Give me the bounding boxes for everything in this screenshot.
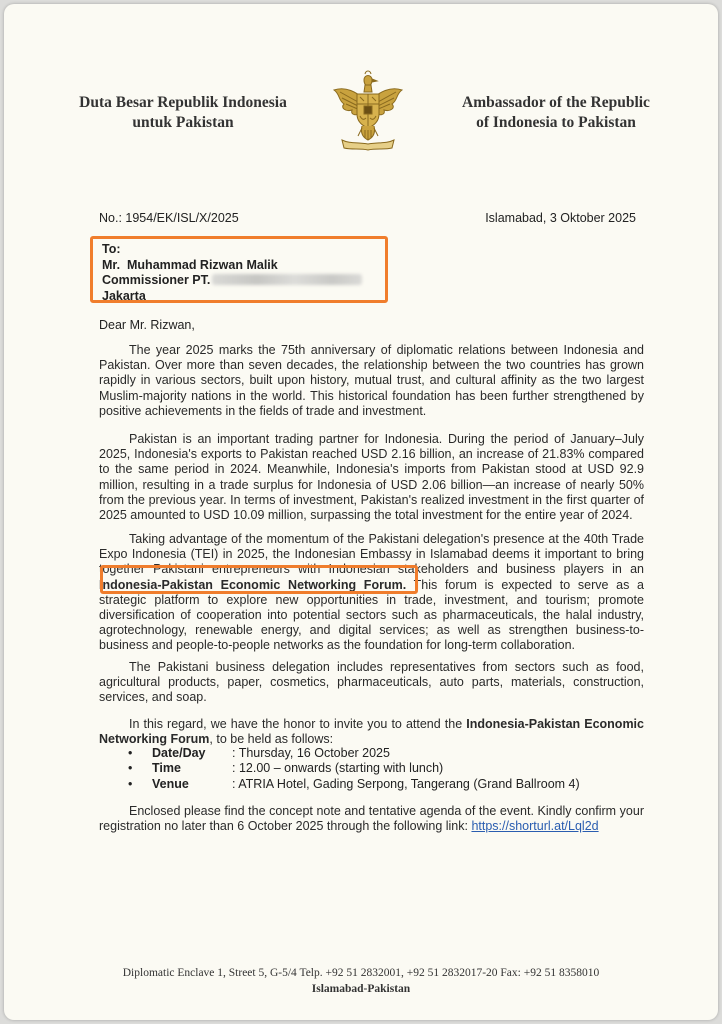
letterhead-left-line2: untuk Pakistan: [132, 114, 234, 131]
detail-value: : ATRIA Hotel, Gading Serpong, Tangerang (Grand Ballroom 4): [232, 776, 580, 791]
letter-page: [4, 4, 718, 1020]
event-detail-date: [128, 746, 580, 761]
bullet-icon: •: [128, 746, 133, 760]
place-date: Islamabad, 3 Oktober 2025: [485, 211, 636, 225]
paragraph-registration: [99, 804, 644, 834]
recipient-title: Commissioner PT.: [102, 273, 211, 287]
paragraph-text: Pakistan is an important trading partner for Indonesia. During the period of January–July 2025, Indonesia's exports to Pakistan reached USD 2.16 billion, an increase of 21.83% compared to the same period in 2024. Meanwhile, Indonesia's imports from Pakistan stood at USD 92.9 million, resulting in a trade surplus for Indonesia of USD 2.06 billion—an increase of nearly 50% from the previous year. In terms of investment, Pakistan's realized investment in the first quarter of 2025 amounted to USD 10.09 million, surpassing the total investment for the entire year of 2024.: [99, 432, 644, 523]
paragraph-anniversary: [99, 343, 644, 419]
detail-key: Date/Day: [152, 746, 206, 760]
invitation-intro: In this regard, we have the honor to invite you to attend the: [129, 717, 467, 731]
forum-highlight-box: [100, 565, 418, 594]
letterhead-left: [68, 93, 298, 133]
recipient-title-row: [102, 273, 362, 289]
paragraph-invitation-text: [99, 717, 644, 747]
registration-text: Enclosed please find the concept note and tentative agenda of the event. Kindly confirm your registration no later than 6 October 2025 through the following link:: [99, 804, 644, 834]
bullet-icon: •: [128, 776, 133, 791]
paragraph-delegation: [99, 660, 644, 706]
detail-key: Time: [152, 761, 181, 776]
paragraph-invitation: [99, 717, 644, 747]
paragraph-registration-text: [99, 804, 644, 834]
paragraph-trade: [99, 432, 644, 523]
forum-name-highlight: Indonesia-Pakistan Economic Networking Forum.: [99, 577, 407, 592]
detail-key: Venue: [152, 776, 189, 791]
letterhead-right-line2: of Indonesia to Pakistan: [476, 114, 636, 131]
bullet-icon: •: [128, 761, 133, 776]
redacted-company-name: [212, 274, 362, 285]
letterhead-left-line1: Duta Besar Republik Indonesia: [79, 94, 287, 111]
to-label: To:: [102, 242, 121, 256]
paragraph-forum-rest: This forum is expected to serve as a strategic platform to explore new opportunities in trade, investment, and tourism; promote diversification of cooperation into potential sectors such as pharmaceuticals, the halal industry, agrotechnology, renewable energy, and digital services; as well as strengthen business-to-business and people-to-people networks as the foundation for long-term collaboration.: [99, 577, 644, 653]
letterhead-footer: [44, 965, 678, 997]
paragraph-text: The year 2025 marks the 75th anniversary of diplomatic relations between Indonesia and Pakistan. Over more than seven decades, the relationship between the two countries has grown rapidly in various sectors, built upon history, mutual trust, and cultural affinity as the two largest Muslim-majority nations in the world. This historical foundation has been further strengthened by positive achievements in the fields of trade and investment.: [99, 343, 644, 418]
salutation: Dear Mr. Rizwan,: [99, 318, 195, 332]
reference-number: No.: 1954/EK/ISL/X/2025: [99, 211, 239, 225]
garuda-emblem-icon: [328, 70, 408, 156]
event-detail-venue: [128, 777, 580, 792]
recipient-name: Mr. Muhammad Rizwan Malik: [102, 257, 278, 272]
detail-value: : Thursday, 16 October 2025: [232, 746, 390, 760]
letterhead-right: [452, 93, 660, 133]
event-detail-time: [128, 761, 580, 776]
recipient-city: Jakarta: [102, 288, 146, 303]
recipient-block: [102, 242, 362, 304]
registration-link[interactable]: https://shorturl.at/Lql2d: [471, 819, 599, 834]
invitation-rest: , to be held as follows:: [209, 732, 334, 747]
footer-address: Diplomatic Enclave 1, Street 5, G-5/4 Telp. +92 51 2832001, +92 51 2832017-20 Fax: +92 51 8358010: [122, 967, 600, 979]
paragraph-text: The Pakistani business delegation includes representatives from sectors such as food, agricultural products, paper, cosmetics, pharmaceuticals, auto parts, materials, construction, services, and soap.: [99, 660, 644, 705]
footer-city: Islamabad-Pakistan: [311, 983, 411, 995]
detail-value: : 12.00 – onwards (starting with lunch): [232, 761, 444, 776]
event-details-list: [128, 746, 580, 792]
invitation-forum-name: Indonesia-Pakistan Economic Networking Forum: [99, 717, 644, 747]
paragraph-forum-intro: Taking advantage of the momentum of the Pakistani delegation's presence at the 40th Trade Expo Indonesia (TEI) in 2025, the Indonesian Embassy in Islamabad deems it important to bring together Pakistani entrepreneurs with Indonesian stakeholders and business players in an: [99, 532, 644, 577]
letterhead-right-line1: Ambassador of the Republic: [462, 94, 650, 111]
